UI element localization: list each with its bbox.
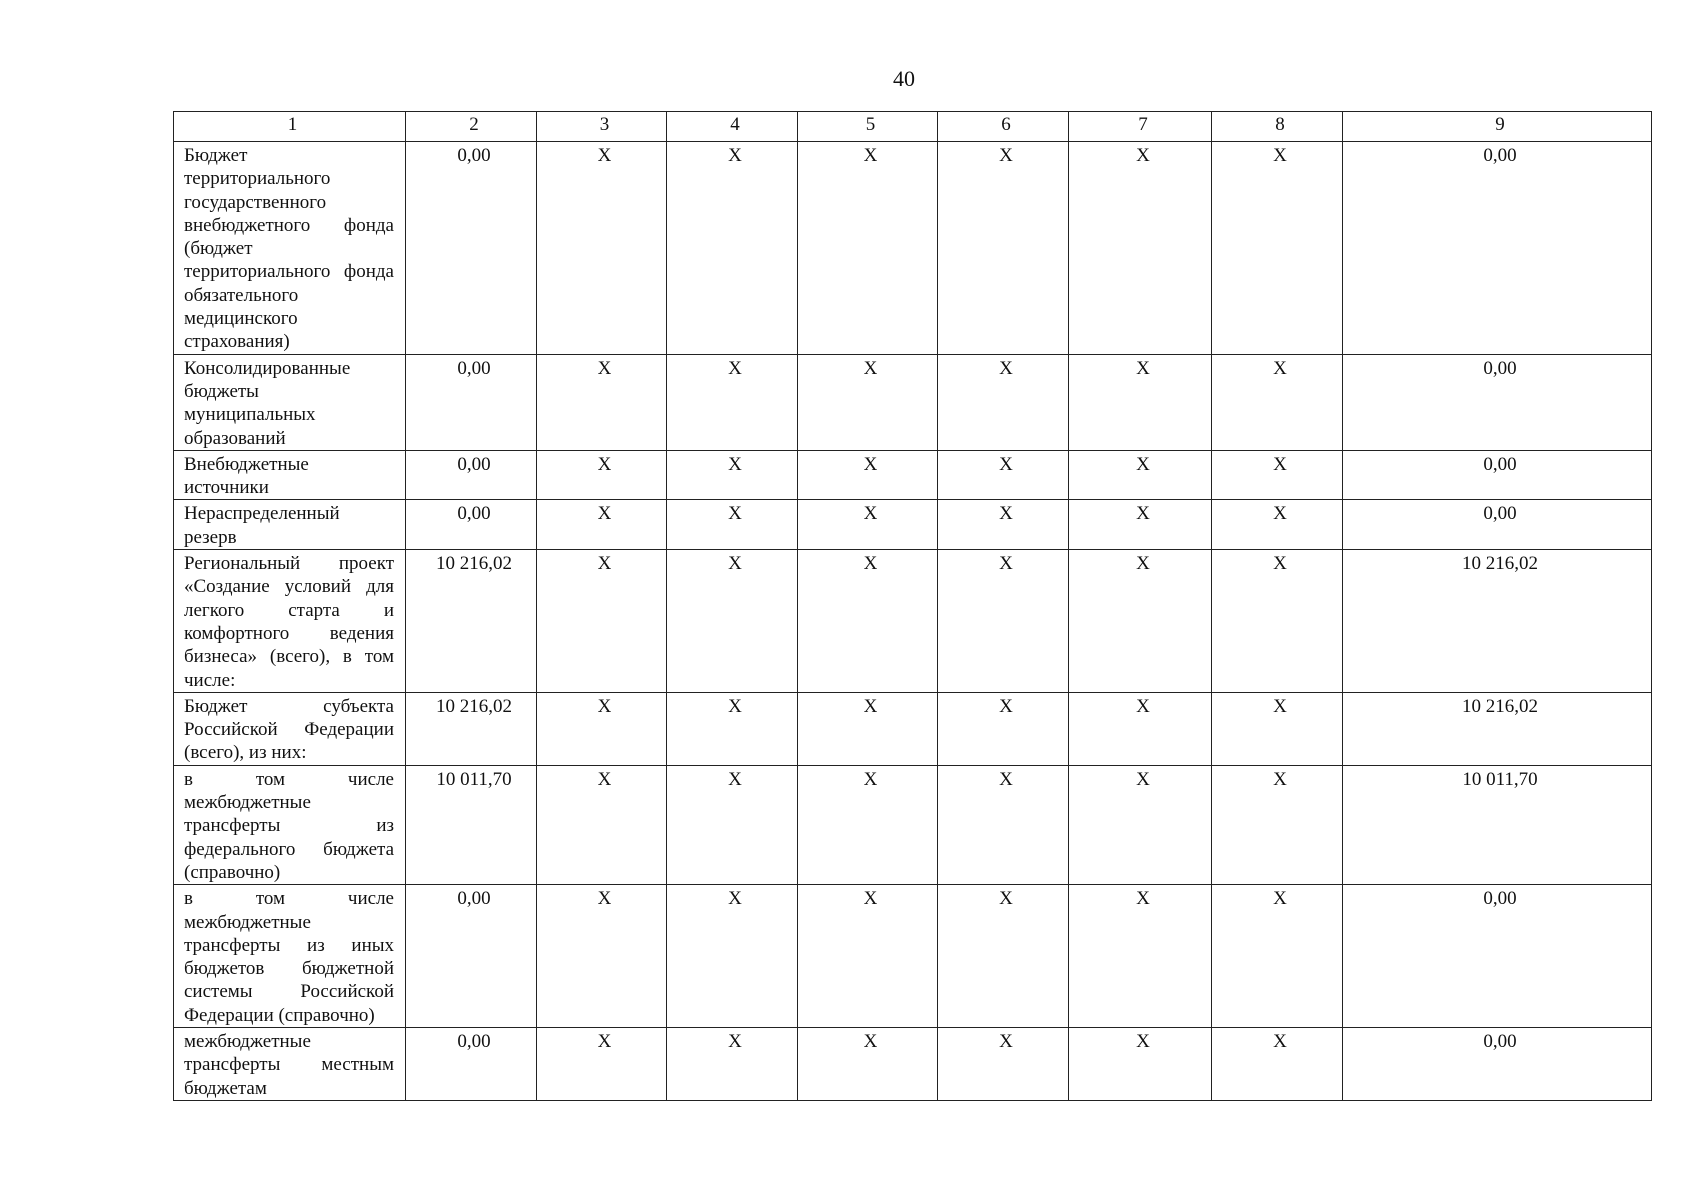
table-cell: 0,00 [406,354,537,450]
table-cell: X [1069,885,1212,1028]
table-cell: 0,00 [1343,142,1652,355]
table-cell: X [1069,142,1212,355]
table-cell: 0,00 [1343,450,1652,500]
table-cell: X [537,500,667,550]
table-cell: X [667,500,798,550]
table-cell: X [938,1027,1069,1100]
table-cell: X [537,354,667,450]
table-cell: X [1069,550,1212,693]
row-label: в том числе межбюджетные трансферты из иных бюджетов бюджетной системы Российской Федерации (справочно) [174,885,406,1028]
table-cell: X [798,885,938,1028]
row-label: межбюджетные трансферты местным бюджетам [174,1027,406,1100]
table-cell: 0,00 [1343,885,1652,1028]
row-label: Внебюджетные источники [174,450,406,500]
table-cell: 0,00 [406,450,537,500]
table-cell: X [1212,450,1343,500]
column-header: 3 [537,112,667,142]
table-cell: 10 216,02 [1343,550,1652,693]
row-label: Бюджет территориального государственного внебюджетного фонда (бюджет территориального фонда обязательного медицинского страхования) [174,142,406,355]
table-cell: X [667,692,798,765]
table-cell: X [938,765,1069,884]
table-cell: X [798,1027,938,1100]
table-cell: X [537,142,667,355]
table-cell: 0,00 [1343,1027,1652,1100]
table-cell: X [938,550,1069,693]
table-cell: X [667,450,798,500]
table-cell: X [667,1027,798,1100]
table-cell: X [1212,550,1343,693]
table-cell: X [938,692,1069,765]
column-header: 8 [1212,112,1343,142]
table-cell: X [798,354,938,450]
table-cell: X [1069,450,1212,500]
table-cell: X [1069,354,1212,450]
table-cell: 10 011,70 [1343,765,1652,884]
table-cell: 10 216,02 [406,692,537,765]
column-header: 5 [798,112,938,142]
table-cell: 0,00 [406,1027,537,1100]
table-cell: 0,00 [406,500,537,550]
row-label: Нераспределенный резерв [174,500,406,550]
table-row [174,1027,1652,1100]
table-cell: X [938,500,1069,550]
table-cell: X [1212,1027,1343,1100]
table-cell: X [1069,500,1212,550]
budget-table [173,111,1652,1101]
table-cell: X [537,1027,667,1100]
table-cell: 0,00 [1343,500,1652,550]
table-cell: X [798,142,938,355]
table-cell: X [537,550,667,693]
table-row [174,142,1652,355]
table-cell: X [798,550,938,693]
table-row [174,765,1652,884]
table-cell: X [667,765,798,884]
table-row [174,550,1652,693]
column-header: 9 [1343,112,1652,142]
table-row [174,885,1652,1028]
column-header: 6 [938,112,1069,142]
table-cell: 10 216,02 [406,550,537,693]
table-cell: 0,00 [406,885,537,1028]
table-cell: 10 011,70 [406,765,537,884]
column-header: 2 [406,112,537,142]
table-cell: X [798,692,938,765]
table-cell: X [938,142,1069,355]
table-cell: X [667,885,798,1028]
table-cell: X [1212,142,1343,355]
table-cell: X [667,354,798,450]
table-cell: X [1212,692,1343,765]
table-cell: X [938,450,1069,500]
table-row [174,692,1652,765]
table-cell: X [1069,1027,1212,1100]
table-cell: X [667,142,798,355]
row-label: Бюджет субъекта Российской Федерации (всего), из них: [174,692,406,765]
table-cell: X [938,885,1069,1028]
table-cell: X [1212,885,1343,1028]
table-header-row [174,112,1652,142]
table-cell: X [938,354,1069,450]
table-cell: X [537,692,667,765]
column-header: 4 [667,112,798,142]
table-cell: X [537,765,667,884]
table-cell: X [1069,765,1212,884]
table-cell: X [1069,692,1212,765]
table-cell: X [537,450,667,500]
table-cell: X [798,765,938,884]
table-cell: X [1212,765,1343,884]
table-cell: X [1212,354,1343,450]
table-row [174,354,1652,450]
table-cell: X [798,450,938,500]
row-label: в том числе межбюджетные трансферты из федерального бюджета (справочно) [174,765,406,884]
table-cell: X [1212,500,1343,550]
column-header: 1 [174,112,406,142]
table-row [174,450,1652,500]
page-number: 40 [893,66,915,91]
column-header: 7 [1069,112,1212,142]
row-label: Консолидированные бюджеты муниципальных образований [174,354,406,450]
table-cell: 0,00 [406,142,537,355]
table-cell: X [798,500,938,550]
table-row [174,500,1652,550]
table-cell: 10 216,02 [1343,692,1652,765]
row-label: Региональный проект «Создание условий для легкого старта и комфортного ведения бизнеса» (всего), в том числе: [174,550,406,693]
table-cell: 0,00 [1343,354,1652,450]
table-cell: X [667,550,798,693]
table-cell: X [537,885,667,1028]
